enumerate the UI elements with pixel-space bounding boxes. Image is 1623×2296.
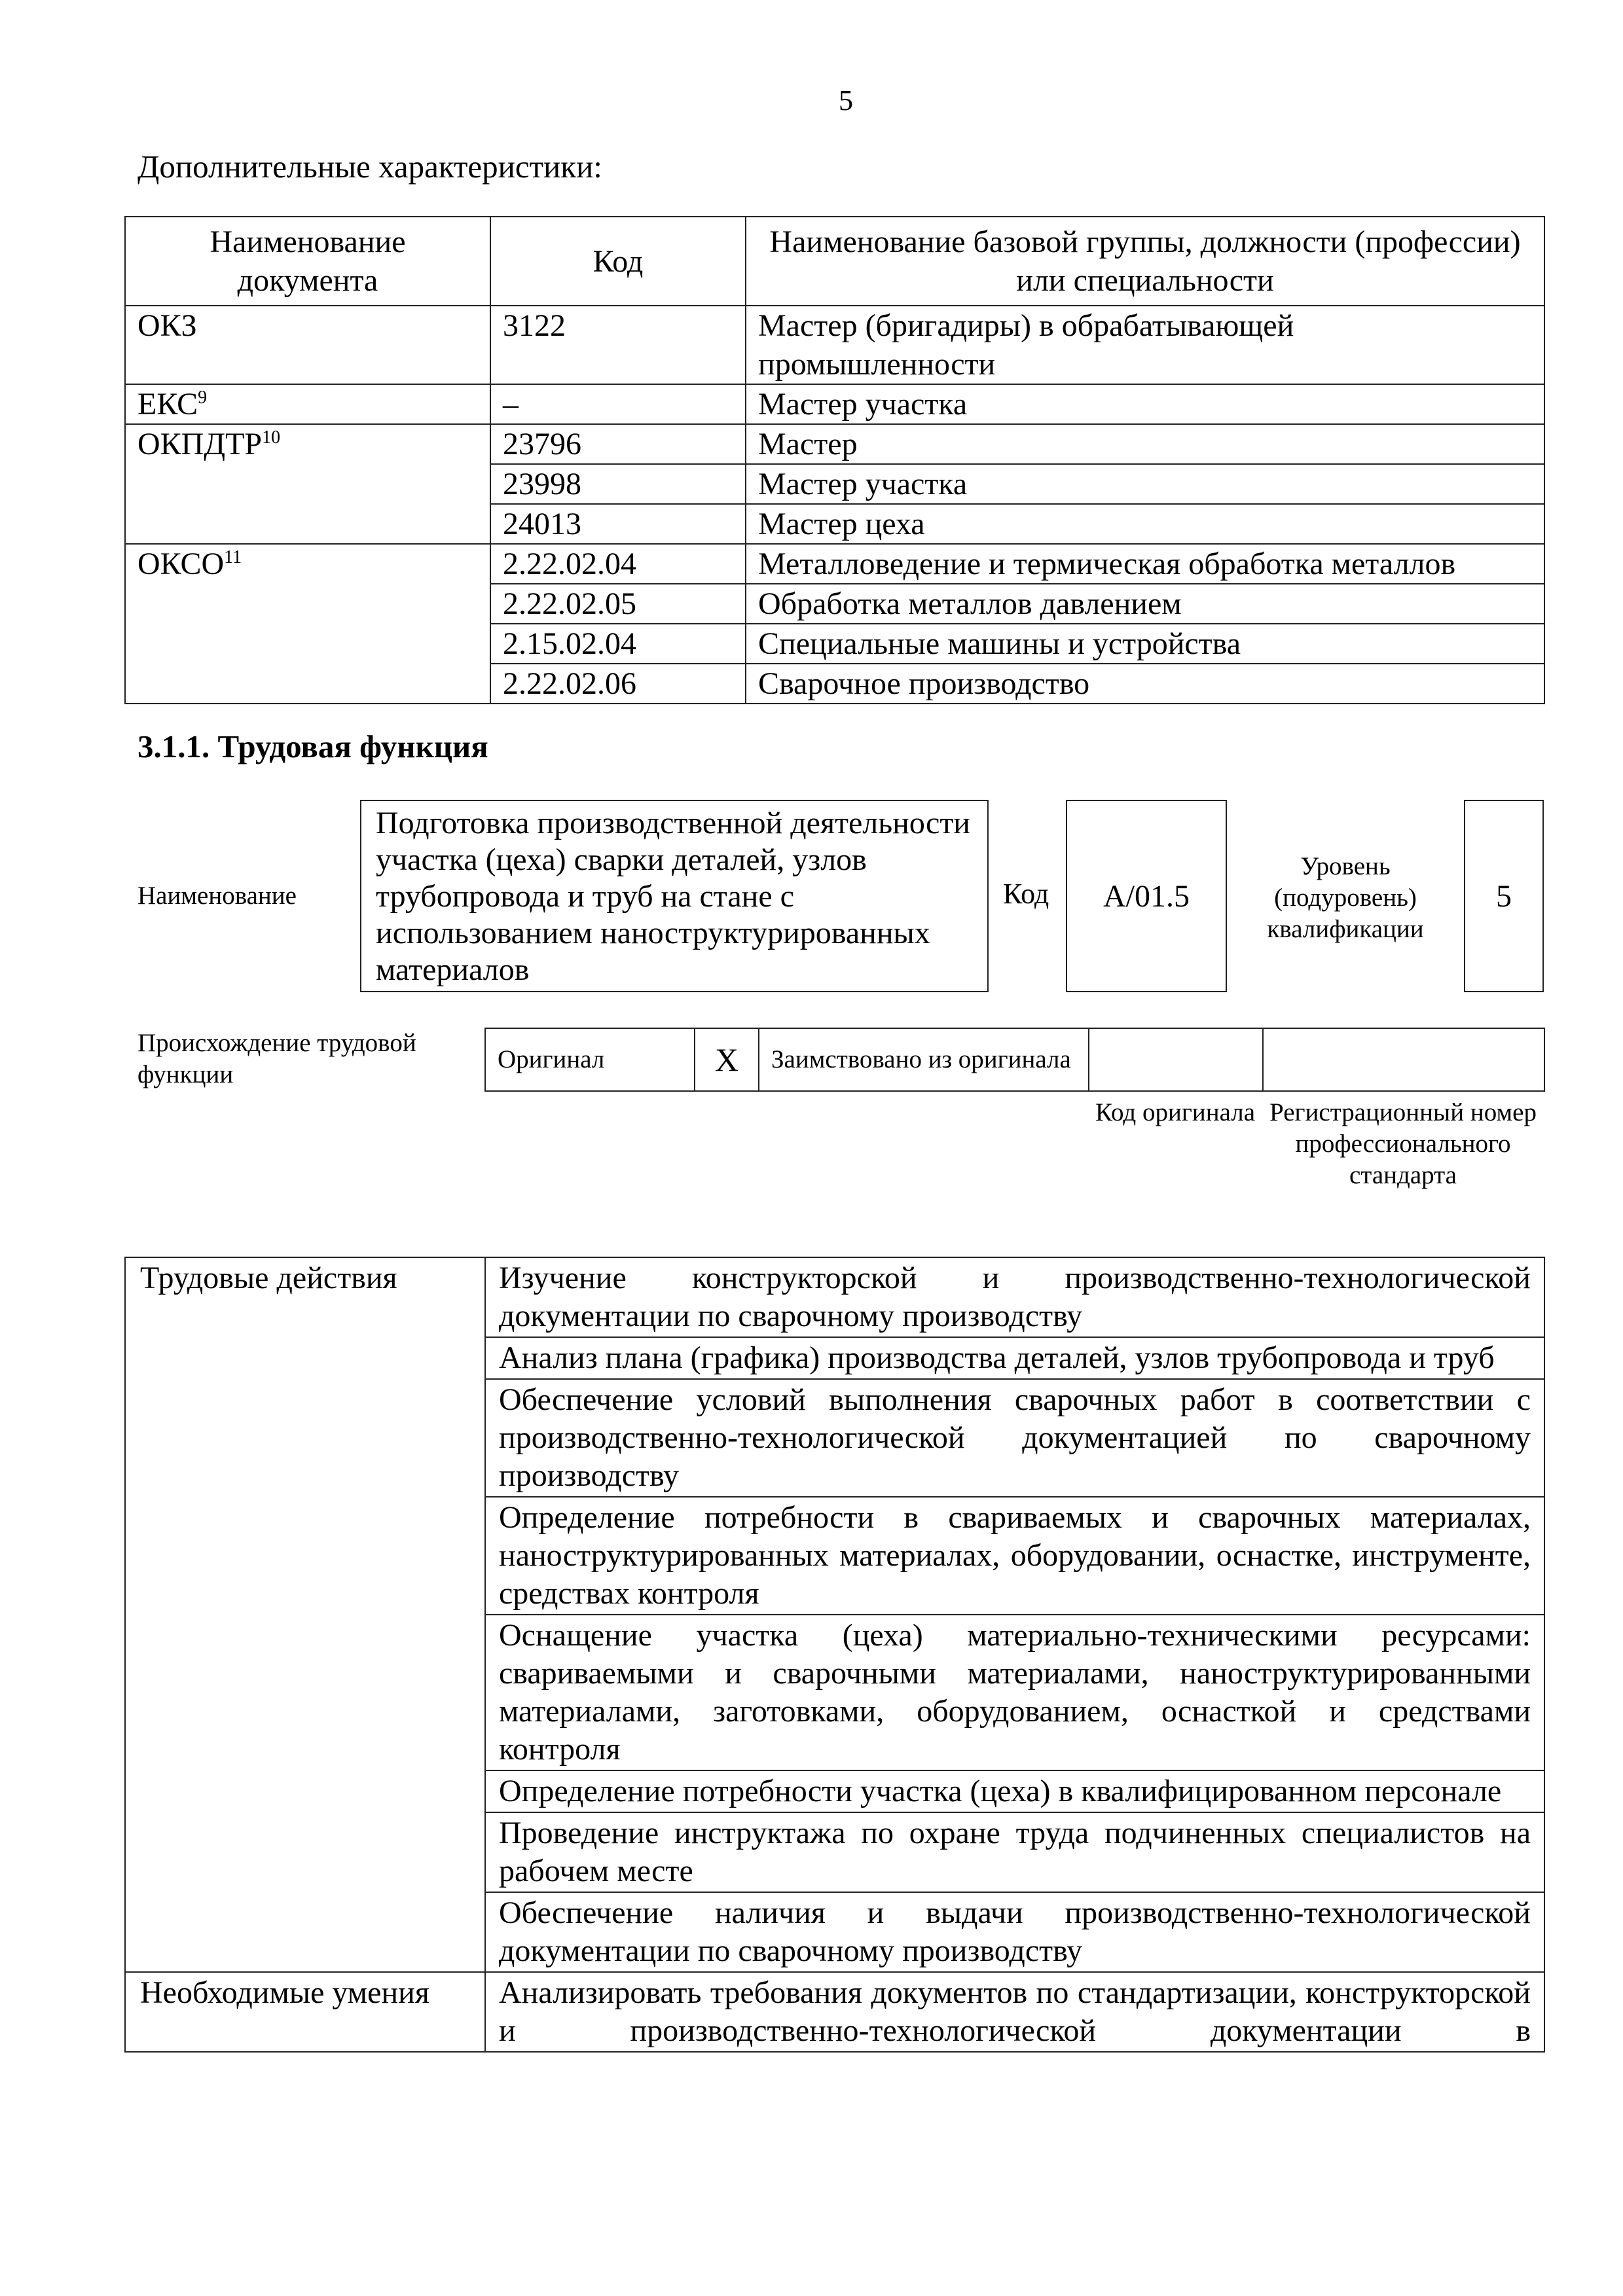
- original-code-cell: [1089, 1028, 1263, 1091]
- name-cell: Мастер цеха: [746, 504, 1544, 544]
- labor-action-item: Определение потребности участка (цеха) в квалифицированном персонале: [485, 1770, 1544, 1812]
- doc-cell: [125, 306, 490, 384]
- footnote-ref: 9: [198, 387, 208, 408]
- name-cell: Мастер (бригадиры) в обрабатывающей промышленности: [746, 306, 1544, 384]
- labor-action-item: Обеспечение наличия и выдачи производственно-технологической документации по сварочному производству: [485, 1892, 1544, 1972]
- name-cell: Специальные машины и устройства: [746, 624, 1544, 664]
- table-row: [125, 384, 1544, 424]
- code-cell: 2.22.02.06: [490, 664, 746, 704]
- name-cell: Мастер: [746, 424, 1544, 464]
- labor-actions-table: [124, 1257, 1545, 2053]
- doc-name: ОКСО: [137, 547, 225, 581]
- labor-action-item: Обеспечение условий выполнения сварочных работ в соответствии с производственно-технологической документацией по сварочному производству: [485, 1379, 1544, 1497]
- required-skills-label: Необходимые умения: [125, 1972, 485, 2052]
- origin-table: [484, 1028, 1545, 1092]
- registration-number-cell: [1263, 1028, 1544, 1091]
- borrowed-label: Заимствовано из оригинала: [759, 1028, 1089, 1091]
- function-code-label: Код: [1003, 878, 1049, 910]
- doc-name: ОКПДТР: [137, 427, 263, 461]
- registration-number-caption: Регистрационный номер профессионального стандарта: [1269, 1098, 1537, 1189]
- labor-action-item: Оснащение участка (цеха) материально-техническими ресурсами: свариваемыми и сварочными материалами, наноструктурированными материалами, заготовками, оборудованием, оснасткой и средствами контроля: [485, 1615, 1544, 1770]
- doc-cell: [125, 544, 490, 704]
- labor-action-item: Определение потребности в свариваемых и сварочных материалах, наноструктурированных материалах, оборудовании, оснастке, инструменте, средствах контроля: [485, 1497, 1544, 1615]
- original-mark: X: [695, 1028, 759, 1091]
- characteristics-table: [124, 216, 1545, 704]
- doc-name: ЕКС: [137, 387, 198, 422]
- labor-action-item: Проведение инструктажа по охране труда подчиненных специалистов на рабочем месте: [485, 1812, 1544, 1892]
- qualification-level-label: Уровень (подуровень) квалификации: [1267, 852, 1424, 943]
- function-name-label: Наименование: [137, 882, 297, 910]
- labor-actions-label: Трудовые действия: [125, 1257, 485, 1972]
- table-header-row: [125, 217, 1544, 306]
- code-cell: 23796: [490, 424, 746, 464]
- name-cell: Металловедение и термическая обработка металлов: [746, 544, 1544, 584]
- table-row: [125, 544, 1544, 584]
- original-label: Оригинал: [485, 1028, 695, 1091]
- code-cell: 2.22.02.04: [490, 544, 746, 584]
- name-cell: Обработка металлов давлением: [746, 584, 1544, 624]
- code-cell: 2.22.02.05: [490, 584, 746, 624]
- footnote-ref: 11: [224, 547, 242, 567]
- table-row: [125, 306, 1544, 384]
- header-group-name: Наименование базовой группы, должности (профессии) или специальности: [746, 217, 1544, 306]
- doc-cell: [125, 424, 490, 544]
- section-title: 3.1.1. Трудовая функция: [137, 728, 488, 764]
- footnote-ref: 10: [262, 427, 281, 448]
- function-code-value: A/01.5: [1066, 800, 1227, 992]
- header-code: Код: [490, 217, 746, 306]
- page-number: 5: [839, 84, 853, 117]
- doc-name: ОКЗ: [137, 308, 197, 343]
- code-cell: 23998: [490, 464, 746, 504]
- table-row: [125, 1972, 1544, 2052]
- doc-cell: [125, 384, 490, 424]
- function-name-value: Подготовка производственной деятельности участка (цеха) сварки деталей, узлов трубопровода и труб на стане с использованием наноструктурированных материалов: [360, 800, 989, 992]
- name-cell: Мастер участка: [746, 464, 1544, 504]
- table-row: [125, 1257, 1544, 1337]
- qualification-level-value: 5: [1464, 800, 1544, 992]
- original-code-caption: Код оригинала: [1095, 1098, 1256, 1126]
- header-document: Наименование документа: [125, 217, 490, 306]
- name-cell: Сварочное производство: [746, 664, 1544, 704]
- origin-label: Происхождение трудовой функции: [137, 1029, 416, 1088]
- labor-action-item: Анализ плана (графика) производства деталей, узлов трубопровода и труб: [485, 1337, 1544, 1379]
- additional-characteristics-title: Дополнительные характеристики:: [137, 149, 602, 185]
- name-cell: Мастер участка: [746, 384, 1544, 424]
- origin-row: [485, 1028, 1544, 1091]
- code-cell: 3122: [490, 306, 746, 384]
- labor-action-item: Изучение конструкторской и производственно-технологической документации по сварочному производству: [485, 1257, 1544, 1337]
- skill-item: Анализировать требования документов по стандартизации, конструкторской и производственно-технологической документации в: [485, 1972, 1544, 2052]
- code-cell: –: [490, 384, 746, 424]
- table-row: [125, 424, 1544, 464]
- code-cell: 24013: [490, 504, 746, 544]
- code-cell: 2.15.02.04: [490, 624, 746, 664]
